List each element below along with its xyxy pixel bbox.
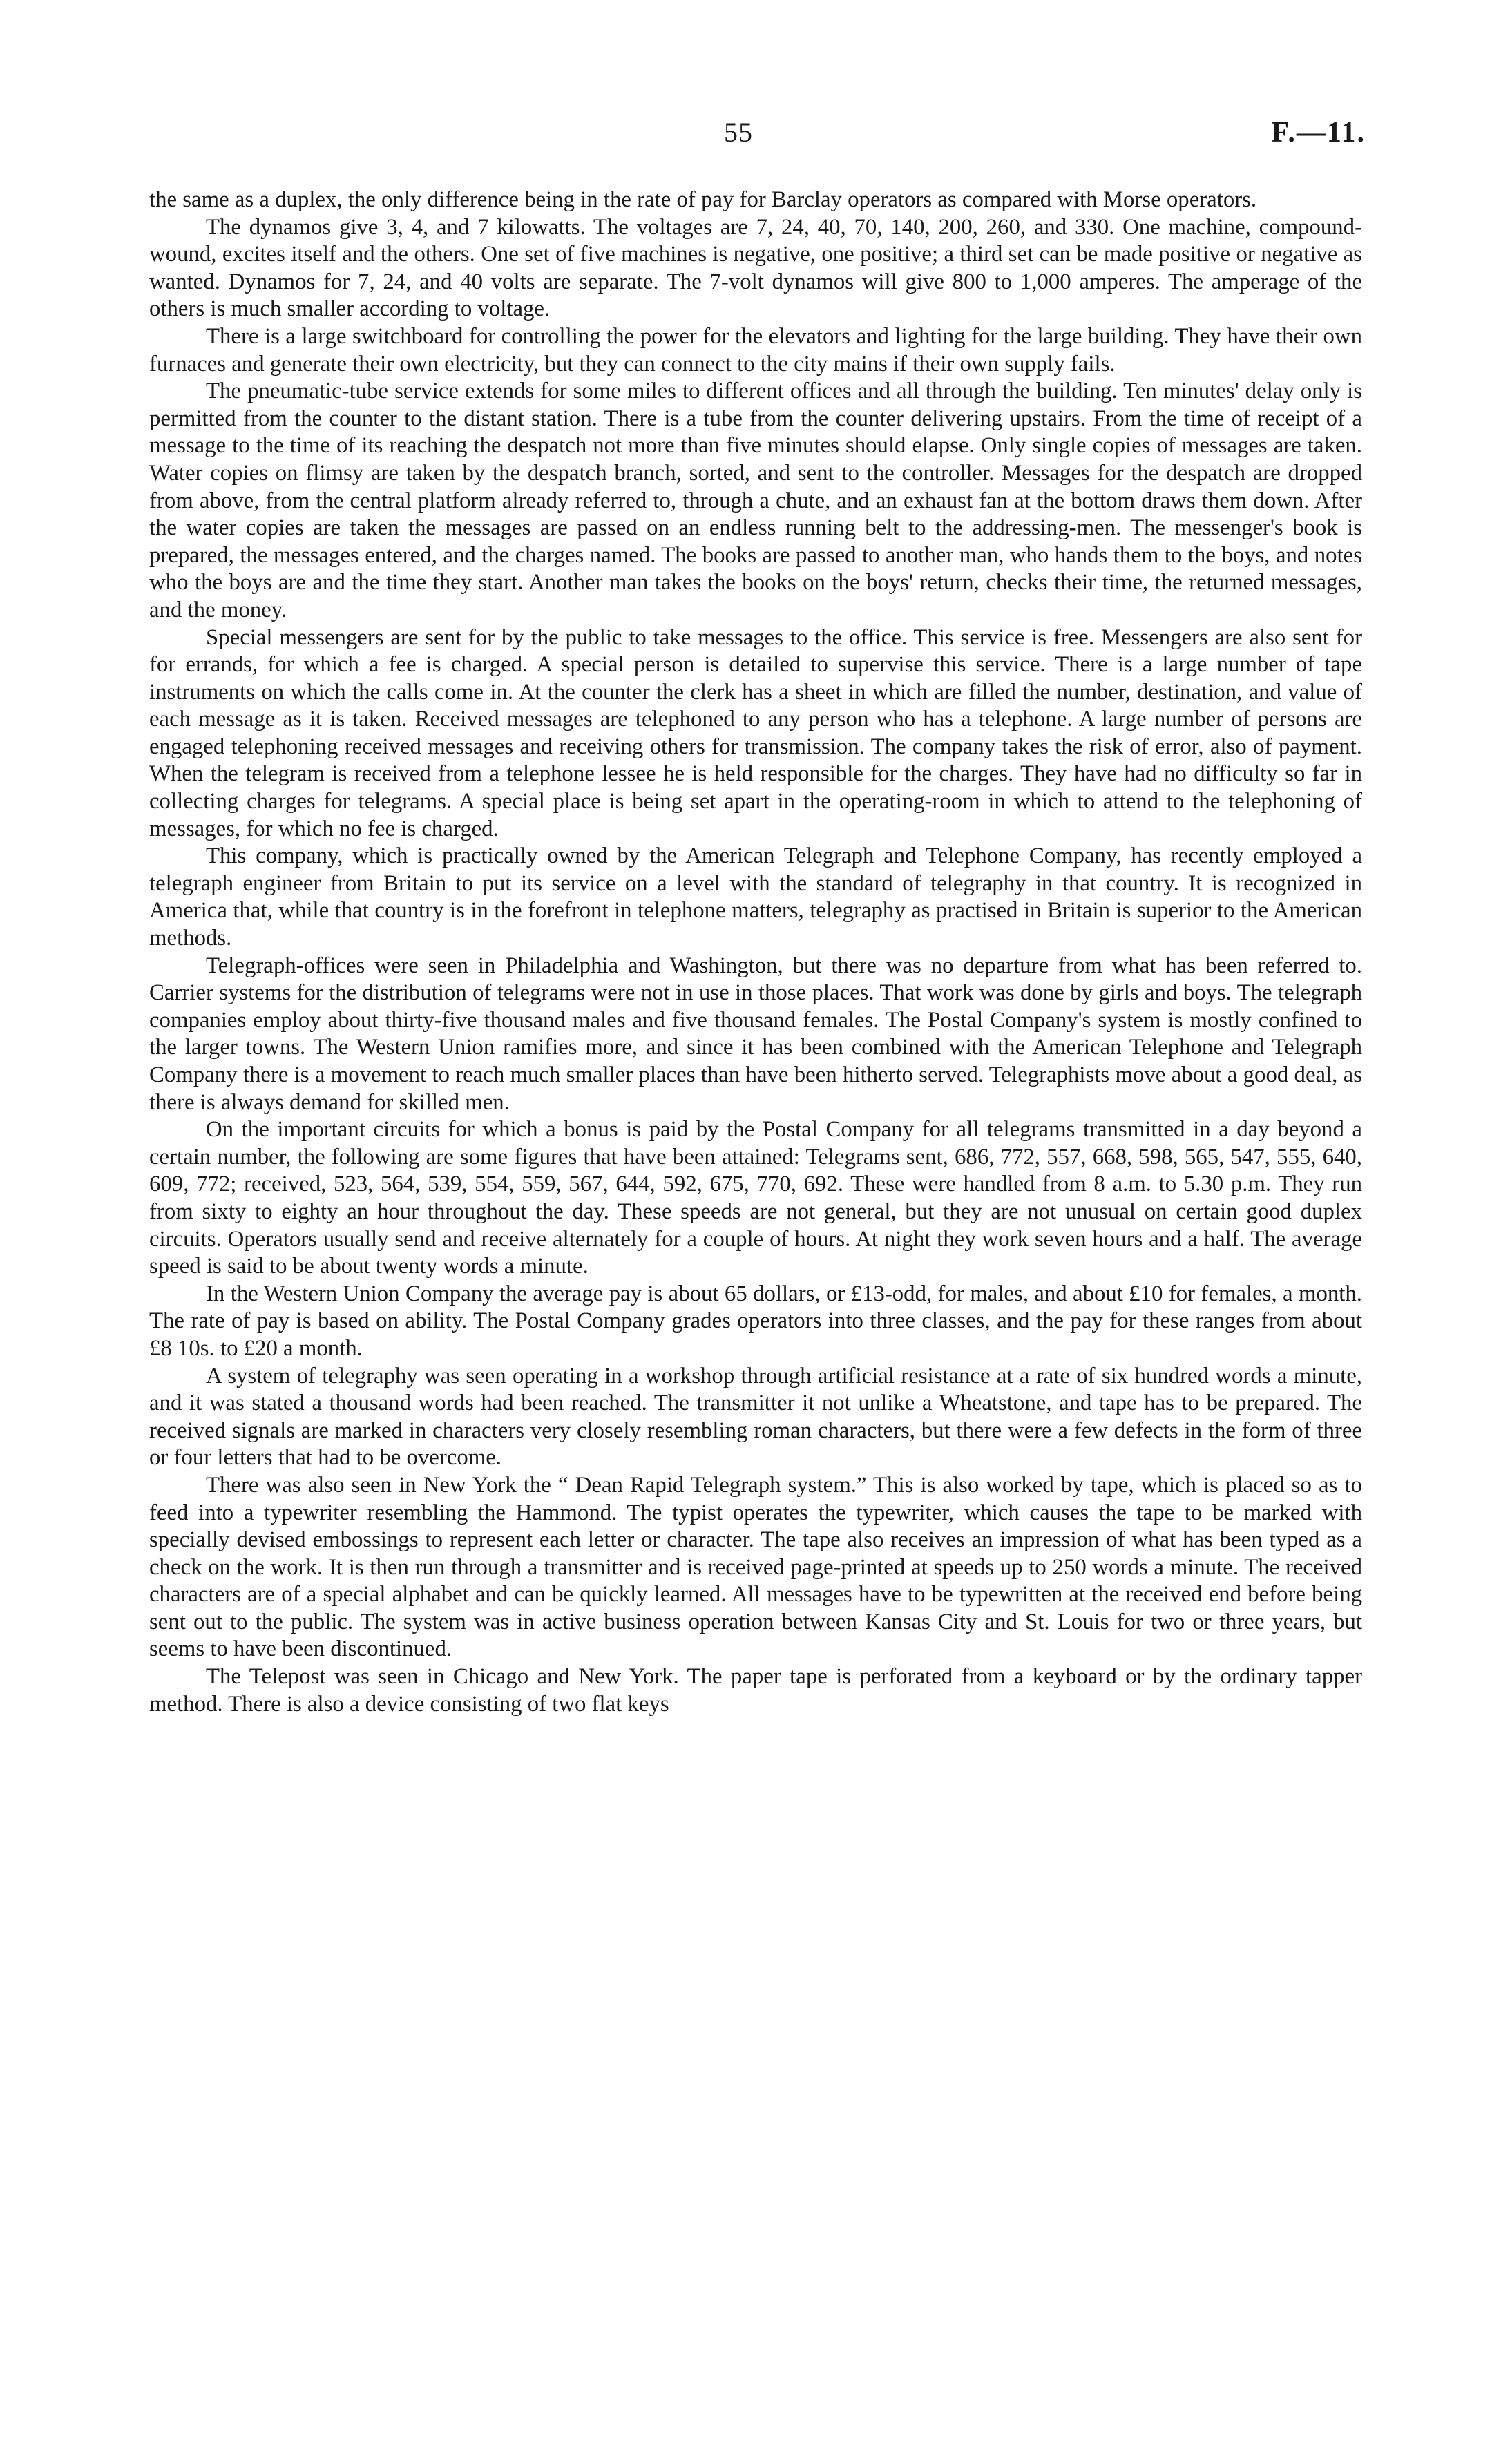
- paragraph-switchboard: There is a large switchboard for controlling the power for the elevators and lighting for the large building. They have their own furnaces and generate their own electricity, but they can connect to the city mains if their own supply fails.: [149, 323, 1362, 376]
- page-header: [0, 116, 1501, 157]
- paragraph-pay: In the Western Union Company the average pay is about 65 dollars, or £13-odd, for males, and about £10 for females, a month. The rate of pay is based on ability. The Postal Company grades operators into three classes, and the pay for these ranges from about £8 10s. to £20 a month.: [149, 1281, 1362, 1361]
- body-text: [149, 187, 1362, 1718]
- paragraph-telegraph-offices: Telegraph-offices were seen in Philadelphia and Washington, but there was no departure from what has been referred to. Carrier systems for the distribution of telegrams were not in use in those places. That work was done by girls and boys. The telegraph companies employ about thirty-five thousand males and five thousand females. The Postal Company's system is mostly confined to the larger towns. The Western Union ramifies more, and since it has been combined with the American Telephone and Telegraph Company there is a movement to reach much smaller places than have been hitherto served. Telegraphists move about a good deal, as there is always demand for skilled men.: [149, 953, 1362, 1115]
- paragraph-circuit-figures: On the important circuits for which a bonus is paid by the Postal Company for all telegrams transmitted in a day beyond a certain number, the following are some figures that have been attained: Telegrams sent, 686, 772, 557, 668, 598, 565, 547, 555, 640, 609, 772; received, 523, 564, 539, 554, 559, 567, 644, 592, 675, 770, 692. These were handled from 8 a.m. to 5.30 p.m. They run from sixty to eighty an hour throughout the day. These speeds are not general, but they are not unusual on certain good duplex circuits. Operators usually send and receive alternately for a couple of hours. At night they work seven hours and a half. The average speed is said to be about twenty words a minute.: [149, 1117, 1362, 1279]
- paragraph-telepost: The Telepost was seen in Chicago and New York. The paper tape is perforated from a keyboard or by the ordinary tapper method. There is also a device consisting of two flat keys: [149, 1664, 1362, 1717]
- page-number: 55: [724, 117, 753, 148]
- paragraph-continuation: the same as a duplex, the only difference being in the rate of pay for Barclay operators as compared with Morse operators.: [149, 187, 1257, 212]
- paper-reference: F.—11.: [1271, 117, 1366, 149]
- paragraph-pneumatic-tube: The pneumatic-tube service extends for some miles to different offices and all through the building. Ten minutes' delay only is permitted from the counter to the distant station. There is a tube from the counter delivering upstairs. From the time of receipt of a message to the time of its reaching the despatch not more than five minutes should elapse. Only single copies of messages are taken. Water copies on flimsy are taken by the despatch branch, sorted, and sent to the controller. Messages for the despatch are dropped from above, from the central platform already referred to, through a chute, and an exhaust fan at the bottom draws them down. After the water copies are taken the messages are passed on an endless running belt to the addressing-men. The messenger's book is prepared, the messages entered, and the charges named. The books are passed to another man, who hands them to the boys, and notes who the boys are and the time they start. Another man takes the books on the boys' return, checks their time, the returned messages, and the money.: [149, 379, 1362, 622]
- paragraph-dynamos: The dynamos give 3, 4, and 7 kilowatts. The voltages are 7, 24, 40, 70, 140, 200, 260, and 330. One machine, compound-wound, excites itself and the others. One set of five machines is negative, one positive; a third set can be made positive or negative as wanted. Dynamos for 7, 24, and 40 volts are separate. The 7-volt dynamos will give 800 to 1,000 amperes. The amperage of the others is much smaller according to voltage.: [149, 214, 1362, 322]
- paragraph-special-messengers: Special messengers are sent for by the public to take messages to the office. This service is free. Messengers are also sent for for errands, for which a fee is charged. A special person is detailed to supervise this service. There is a large number of tape instruments on which the calls come in. At the counter the clerk has a sheet in which are filled the number, destination, and value of each message as it is taken. Received messages are telephoned to any person who has a telephone. A large number of persons are engaged telephoning received messages and receiving others for transmission. The company takes the risk of error, also of payment. When the telegram is received from a telephone lessee he is held responsible for the charges. They have had no difficulty so far in collecting charges for telegrams. A special place is being set apart in the operating-room in which to attend to the telephoning of messages, for which no fee is charged.: [149, 624, 1362, 841]
- paragraph-company-ownership: This company, which is practically owned by the American Telegraph and Telephone Company, has recently employed a telegraph engineer from Britain to put its service on a level with the standard of telegraphy in that country. It is recognized in America that, while that country is in the forefront in telephone matters, telegraphy as practised in Britain is superior to the American methods.: [149, 843, 1362, 951]
- paragraph-workshop-system: A system of telegraphy was seen operating in a workshop through artificial resistance at a rate of six hundred words a minute, and it was stated a thousand words had been reached. The transmitter it not unlike a Wheatstone, and tape has to be prepared. The received signals are marked in characters very closely resembling roman characters, but there were a few defects in the form of three or four letters that had to be overcome.: [149, 1363, 1362, 1471]
- paragraph-dean-rapid: There was also seen in New York the “ Dean Rapid Telegraph system.” This is also worked by tape, which is placed so as to feed into a typewriter resembling the Hammond. The typist operates the typewriter, which causes the tape to be marked with specially devised embossings to represent each letter or character. The tape also receives an impression of what has been typed as a check on the work. It is then run through a transmitter and is received page-printed at speeds up to 250 words a minute. The received characters are of a special alphabet and can be quickly learned. All messages have to be typewritten at the received end before being sent out to the public. The system was in active business operation between Kansas City and St. Louis for two or three years, but seems to have been discontinued.: [149, 1472, 1362, 1662]
